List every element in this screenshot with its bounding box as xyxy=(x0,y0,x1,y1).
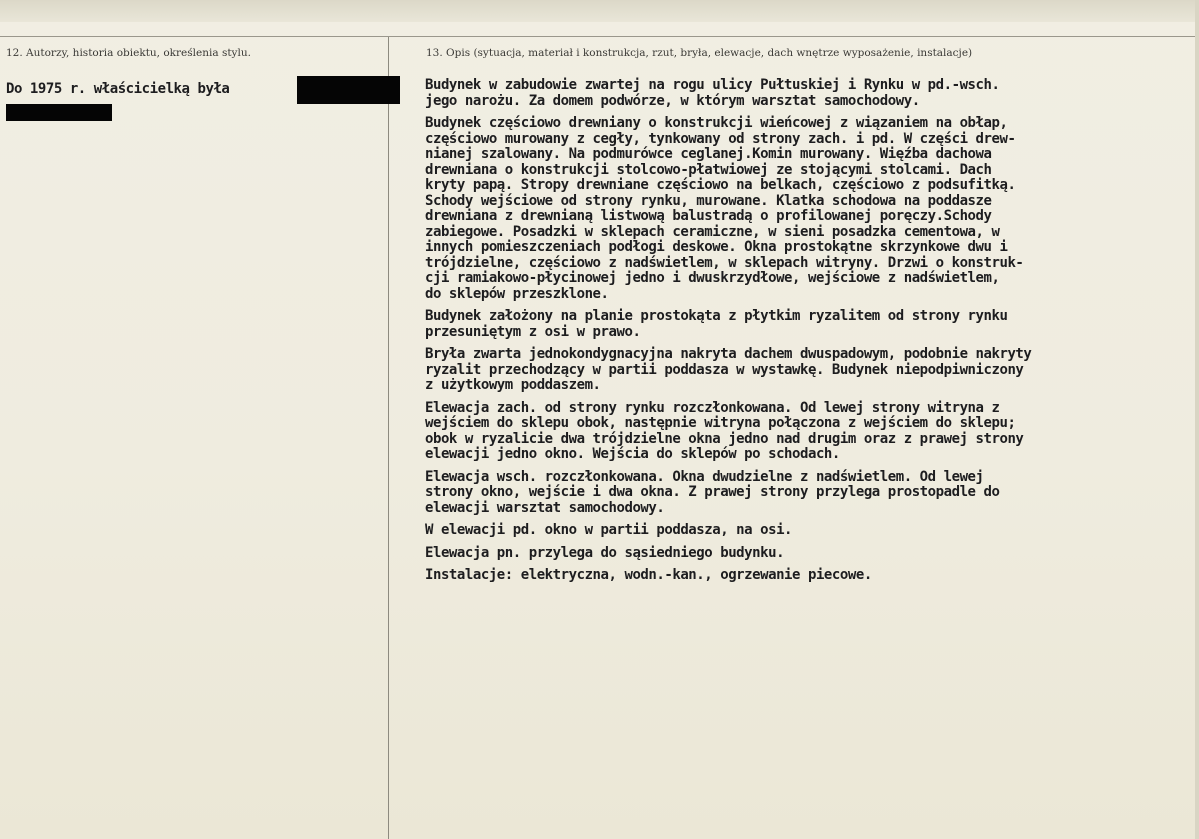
description-paragraph: Elewacja pn. przylega do sąsiedniego budynku. xyxy=(425,544,785,561)
card-top-edge xyxy=(0,0,1199,22)
section-12-heading: 12. Autorzy, historia obiektu, określenia stylu. xyxy=(6,47,251,59)
description-paragraph: Bryła zwarta jednokondygnacyjna nakryta dachem dwuspadowym, podobnie nakryty ryzalit przechodzący w partii poddasza w wystawkę. Budynek niepodpiwniczony z użytkowym poddaszem. xyxy=(425,346,1032,393)
redaction-bar xyxy=(6,104,112,121)
building-description xyxy=(425,78,1195,591)
description-paragraph: W elewacji pd. okno w partii poddasza, na osi. xyxy=(425,522,793,538)
description-paragraph: Budynek częściowo drewniany o konstrukcji wieńcowej z wiązaniem na obłap, częściowo murowany z cegły, tynkowany od strony zach. i pd. W części drew- nianej szalowany. Na podmurówce ceglanej.Komin murowany. Więźba dachowa drewniana o konstrukcji stolcowo-płatwiowej ze stojącymi stolcami. Dach kryty papą. Stropy drewniane częściowo na belkach, częściowo z podsufitką. Schody wejściowe od strony rynku, murowane. Klatka schodowa na poddasze drewniana z drewnianą listwową balustradą o profilowanej poręczy.Schody zabiegowe. Posadzki w sklepach ceramiczne, w sieni posadzka cementowa, w innych pomieszczeniach podłogi deskowe. Okna prostokątne skrzynkowe dwu i trójdzielne, częściowo z nadświetlem, w sklepach witryny. Drzwi o konstruk- cji ramiakowo-płycinowej jedno i dwuskrzydłowe, wejściowe z nadświetlem, do sklepów przeszklone. xyxy=(425,115,1024,302)
card-right-edge xyxy=(1195,0,1199,839)
description-paragraph: Elewacja zach. od strony rynku rozczłonkowana. Od lewej strony witryna z wejściem do sklepu obok, następnie witryna połączona z wejściem do sklepu; obok w ryzalicie dwa trójdzielne okna jedno nad drugim oraz z prawej strony elewacji jedno okno. Wejścia do sklepów po schodach. xyxy=(425,399,1024,462)
description-paragraph: Budynek w zabudowie zwartej na rogu ulicy Pułtuskiej i Rynku w pd.-wsch. jego narożu. Za domem podwórze, w którym warsztat samochodowy. xyxy=(425,77,1000,109)
column-divider xyxy=(388,37,389,839)
ownership-history-text: Do 1975 r. właścicielką była xyxy=(6,81,230,97)
redaction-bar xyxy=(297,76,400,104)
header-rule xyxy=(0,36,1199,37)
description-paragraph: Elewacja wsch. rozczłonkowana. Okna dwudzielne z nadświetlem. Od lewej strony okno, wejście i dwa okna. Z prawej strony przylega prostopadle do elewacji warsztat samochodowy. xyxy=(425,468,1000,516)
description-paragraph: Budynek założony na planie prostokąta z płytkim ryzalitem od strony rynku przesuniętym z osi w prawo. xyxy=(425,308,1008,340)
description-paragraph: Instalacje: elektryczna, wodn.-kan., ogrzewanie piecowe. xyxy=(425,567,872,583)
section-13-heading: 13. Opis (sytuacja, materiał i konstrukcja, rzut, bryła, elewacje, dach wnętrze wyposażenie, instalacje) xyxy=(426,47,973,59)
